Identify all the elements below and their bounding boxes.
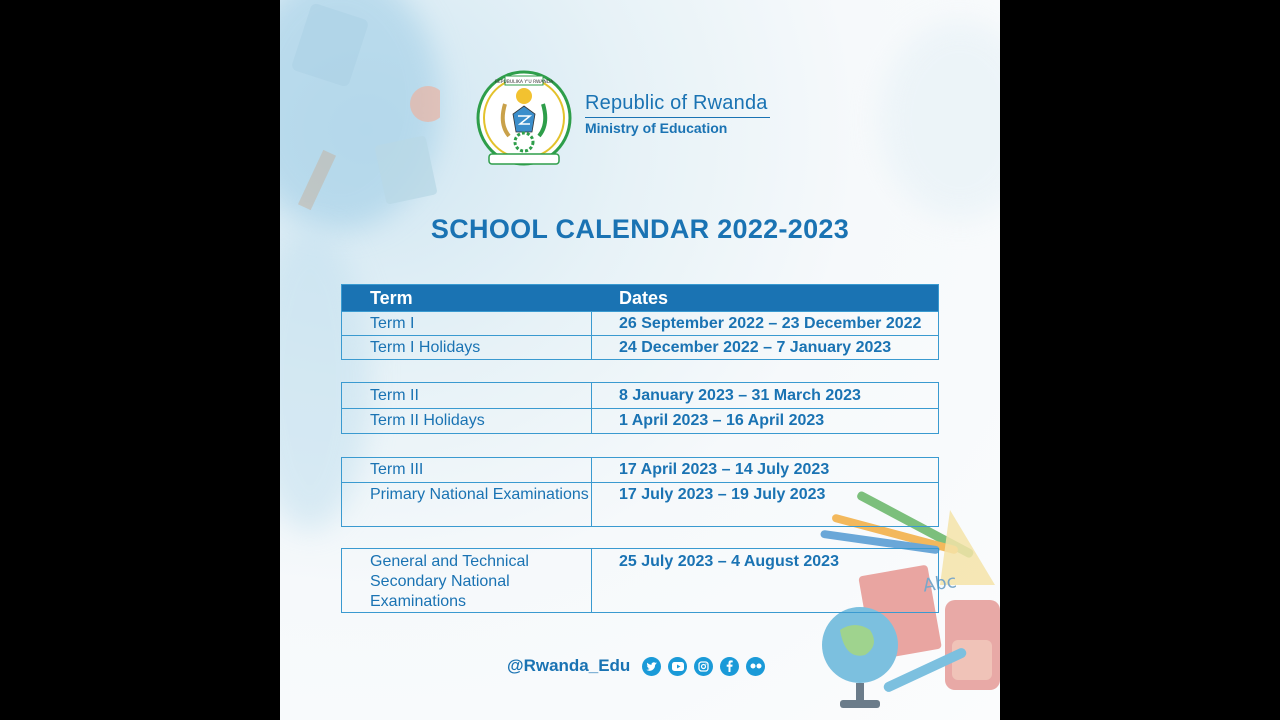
table-row [342, 458, 938, 482]
table-header-row [342, 285, 938, 311]
term-cell: Term I Holidays [342, 336, 592, 359]
instagram-icon[interactable] [694, 657, 713, 676]
seal-banner-text: REPUBULIKA Y'U RWANDA [494, 80, 554, 85]
country-name: Republic of Rwanda [585, 92, 770, 118]
term-cell: Term II [342, 383, 592, 408]
dates-cell: 24 December 2022 – 7 January 2023 [619, 339, 892, 356]
abc-doodle-decoration: Abc [921, 571, 958, 597]
ministry-name: Ministry of Education [585, 120, 728, 136]
watercolor-wash [880, 20, 1000, 220]
table-row [342, 408, 938, 433]
term-cell: Primary National Examinations [342, 483, 592, 526]
table-row [342, 311, 938, 335]
calendar-table-group-4 [341, 548, 939, 613]
facebook-icon[interactable] [720, 657, 739, 676]
calendar-table-group-3 [341, 457, 939, 527]
calendar-table-group-2 [341, 382, 939, 434]
dates-cell: 1 April 2023 – 16 April 2023 [619, 412, 825, 429]
school-items-decoration [280, 0, 440, 230]
social-footer [507, 656, 772, 676]
dates-cell: 17 April 2023 – 14 July 2023 [619, 461, 830, 478]
dates-cell: 25 July 2023 – 4 August 2023 [619, 553, 839, 570]
twitter-icon[interactable] [642, 657, 661, 676]
table-row [342, 482, 938, 526]
dates-cell: 8 January 2023 – 31 March 2023 [619, 387, 861, 404]
dates-cell: 17 July 2023 – 19 July 2023 [619, 486, 826, 503]
social-handle[interactable]: @Rwanda_Edu [507, 656, 631, 675]
dates-cell: 26 September 2022 – 23 December 2022 [619, 315, 922, 332]
page-title: SCHOOL CALENDAR 2022-2023 [430, 214, 850, 244]
organization-heading [585, 92, 770, 136]
table-row [342, 383, 938, 408]
term-cell: Term II Holidays [342, 409, 592, 433]
rwanda-coat-of-arms-seal [475, 66, 573, 174]
header-dates: Dates [619, 288, 669, 308]
term-cell: Term III [342, 458, 592, 482]
flickr-icon[interactable] [746, 657, 765, 676]
table-row [342, 335, 938, 359]
youtube-icon[interactable] [668, 657, 687, 676]
table-row [342, 549, 938, 612]
school-calendar-poster [280, 0, 1000, 720]
term-cell: General and Technical Secondary National Examinations [342, 549, 592, 612]
header-term: Term [342, 285, 592, 311]
calendar-table-group-1 [341, 284, 939, 360]
term-cell: Term I [342, 312, 592, 335]
